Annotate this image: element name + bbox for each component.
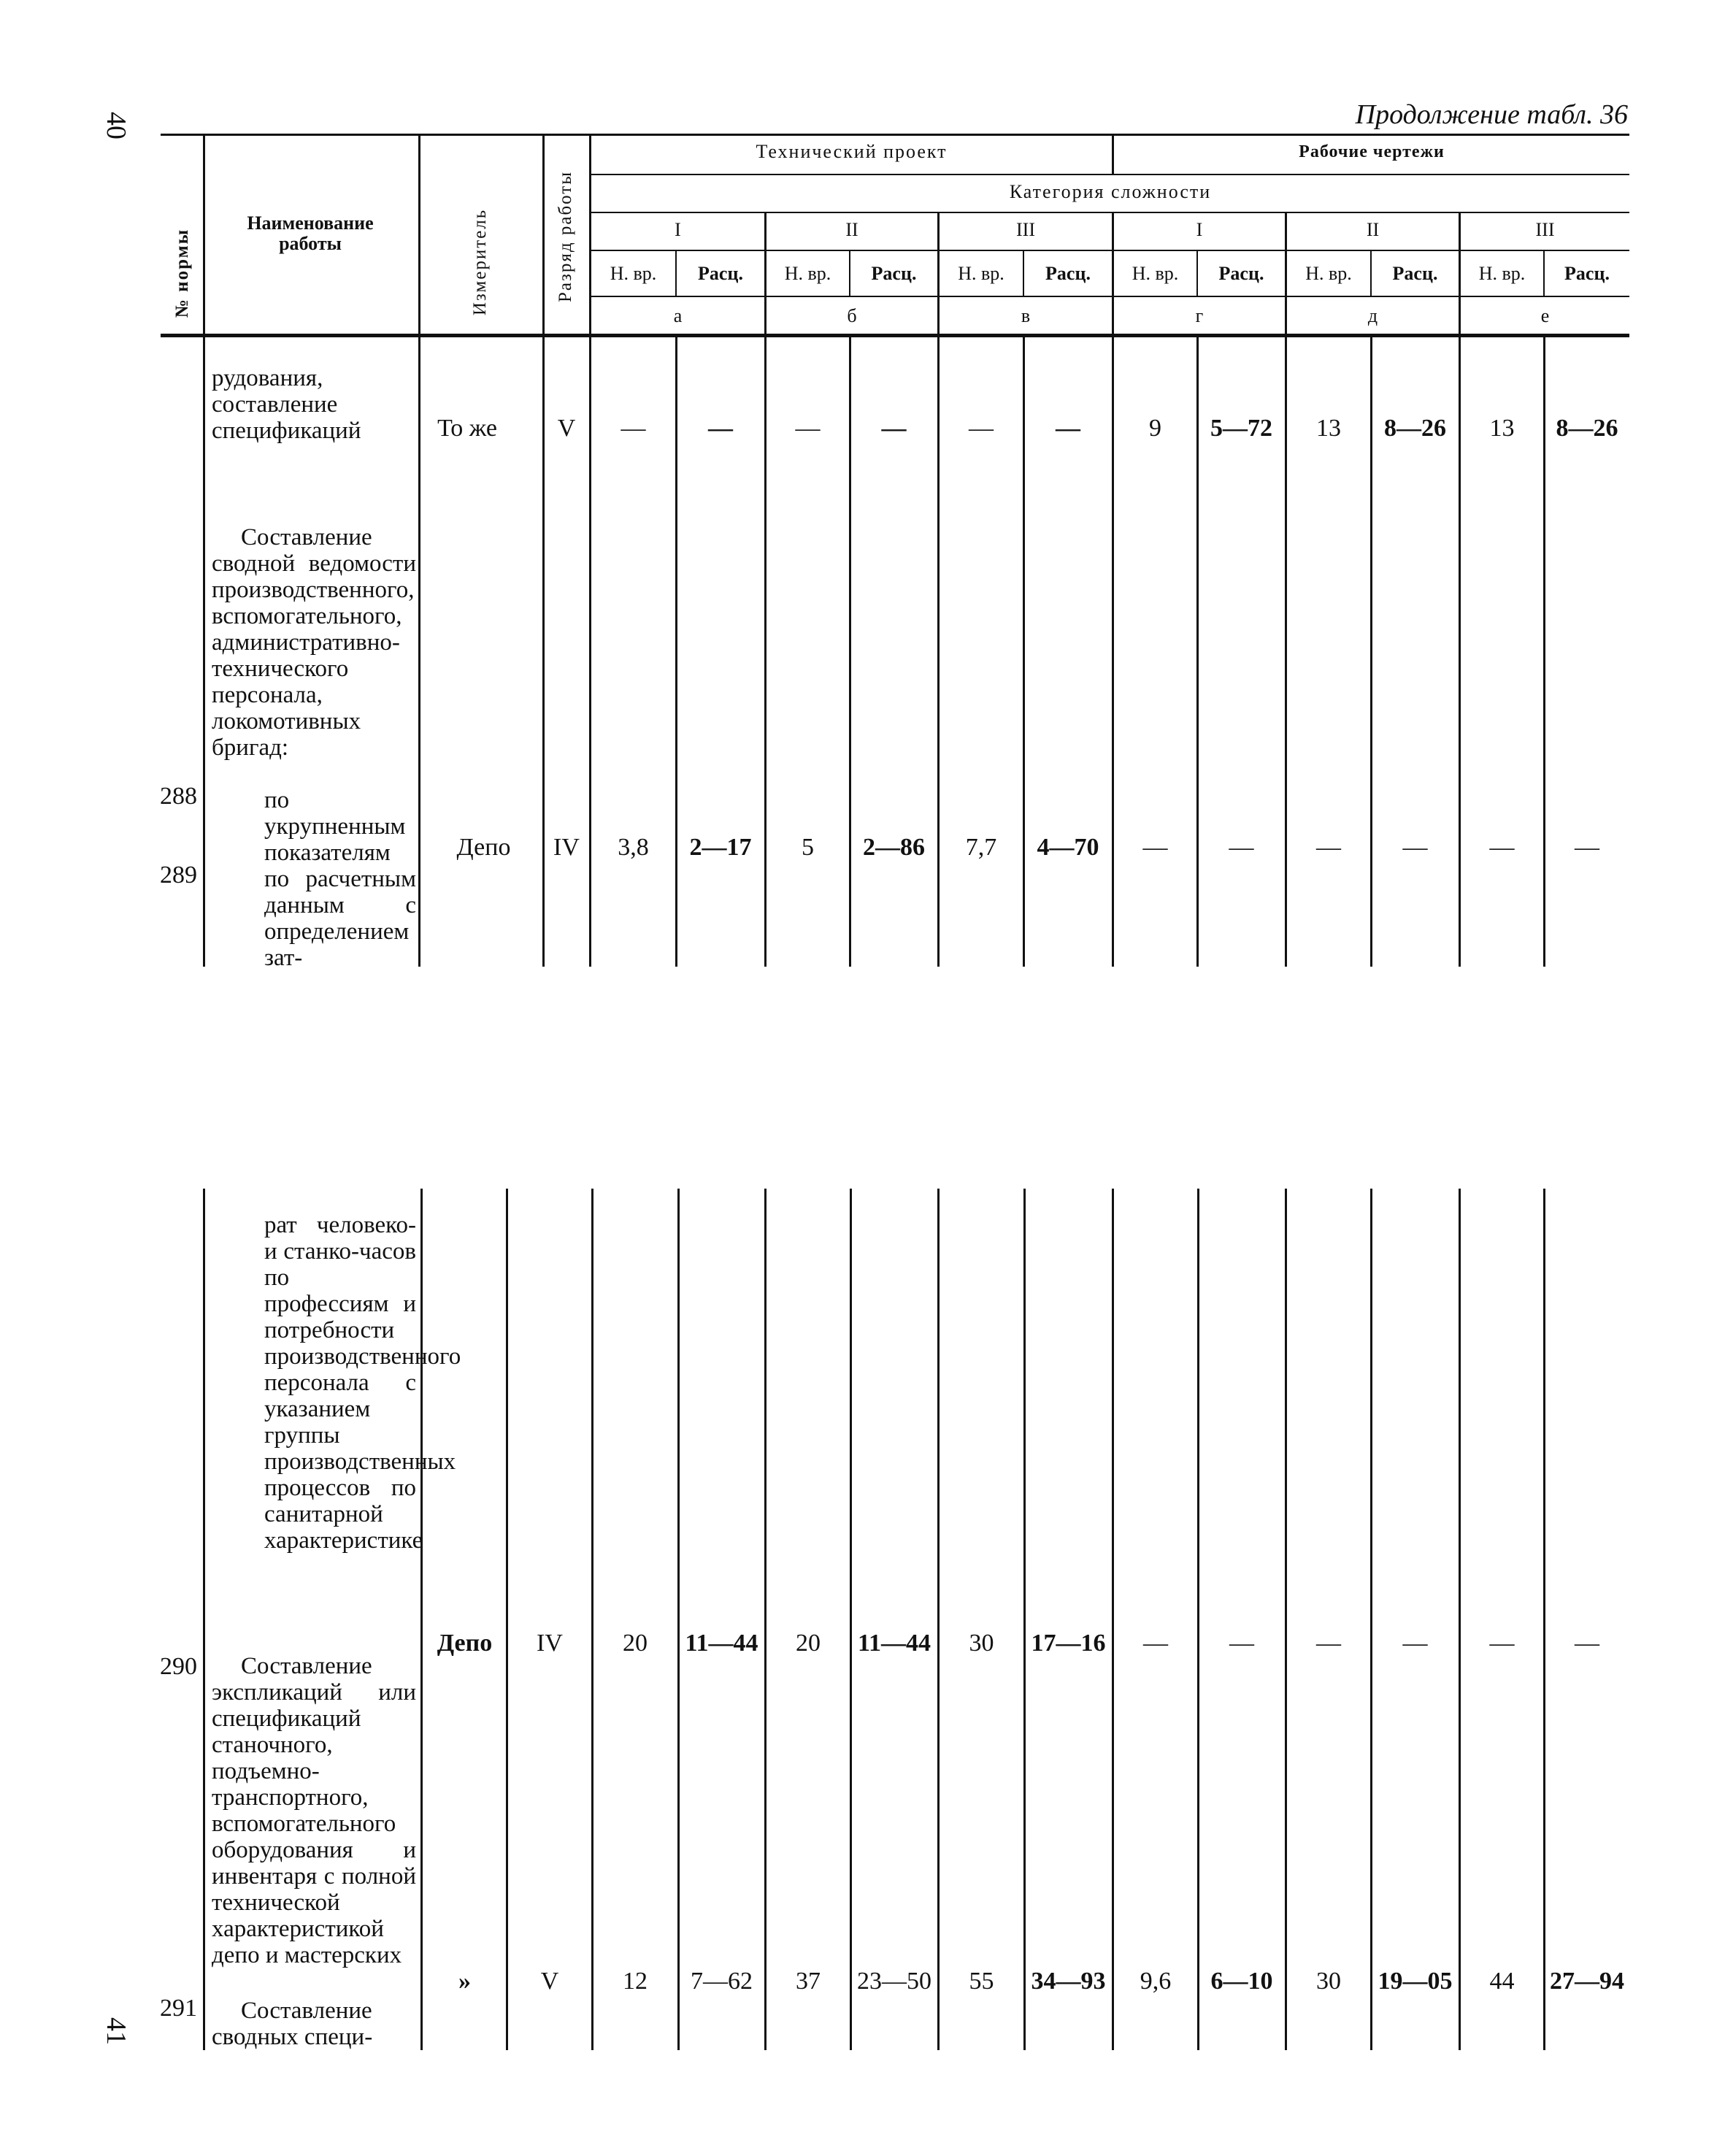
col-letter: д <box>1367 305 1378 326</box>
row1-value: 8—26 <box>1556 415 1618 442</box>
row3-grade: IV <box>537 1630 563 1657</box>
row2-number-a: 288 <box>160 783 197 810</box>
row4-value: 23—50 <box>857 1968 931 1995</box>
nvr-label: Н. вр. <box>1132 263 1179 284</box>
row3-value: — <box>1143 1630 1168 1657</box>
row4-grade: V <box>540 1968 559 1995</box>
rasc-label: Расц. <box>871 263 917 284</box>
col-letter: г <box>1195 305 1204 326</box>
row4-value: 9,6 <box>1140 1968 1172 1995</box>
row2-number-b: 289 <box>160 862 197 889</box>
row4-value: 44 <box>1489 1968 1515 1995</box>
row2-value: 5 <box>802 834 814 861</box>
row3-name: рат человеко- и станко-часов по профессиям и потребности производственного персонала с указанием группы производственных процессов по санитарной характеристике <box>264 1212 461 1554</box>
row4-value: 12 <box>623 1968 648 1995</box>
row1-value: 13 <box>1316 415 1341 442</box>
row2-value: 4—70 <box>1037 834 1099 861</box>
row2-value: — <box>1229 834 1254 861</box>
column-header-name: Наименование работы <box>247 212 374 254</box>
row1-value: — <box>1056 415 1080 442</box>
row4-value: 37 <box>796 1968 821 1995</box>
rasc-label: Расц. <box>1564 263 1610 284</box>
header-working-drawings: Рабочие чертежи <box>1299 142 1445 161</box>
row5-number: 291 <box>160 1995 197 2022</box>
nvr-label: Н. вр. <box>784 263 831 284</box>
row3-value: 20 <box>623 1630 648 1657</box>
nvr-label: Н. вр. <box>610 263 657 284</box>
row3-value: 11—44 <box>857 1630 931 1657</box>
row2-value: 2—17 <box>689 834 752 861</box>
header-tech-project: Технический проект <box>756 141 948 162</box>
nvr-label: Н. вр. <box>1478 263 1526 284</box>
page-number-bottom: 41 <box>101 2017 131 2045</box>
row2-value: 2—86 <box>863 834 925 861</box>
row2-value: 3,8 <box>618 834 649 861</box>
header-complexity: Категория сложности <box>1009 181 1212 202</box>
row4-value: 27—94 <box>1550 1968 1624 1995</box>
rasc-label: Расц. <box>1045 263 1091 284</box>
row1-value: 5—72 <box>1210 415 1272 442</box>
row4-number: 290 <box>160 1653 197 1680</box>
row2-value: 7,7 <box>965 834 997 861</box>
row3-value: — <box>1229 1630 1254 1657</box>
row1-value: — <box>621 415 646 442</box>
row1-value: — <box>795 415 821 442</box>
row4-name: Составление экспликаций или спецификаций станочного, подъемно-транспортного, вспомогательного оборудования и инвентаря с полной технической характеристикой депо и мастерских <box>212 1653 416 1968</box>
row2-value: — <box>1489 834 1515 861</box>
row3-value: — <box>1489 1630 1515 1657</box>
row3-value: — <box>1402 1630 1428 1657</box>
row3-meter: Депо <box>437 1630 493 1657</box>
col-letter: е <box>1540 305 1550 326</box>
row4-value: 30 <box>1316 1968 1341 1995</box>
cat-label: III <box>1535 219 1555 240</box>
nvr-label: Н. вр. <box>1305 263 1352 284</box>
row1-value: 9 <box>1149 415 1161 442</box>
cat-label: II <box>845 219 858 240</box>
rasc-label: Расц. <box>698 263 743 284</box>
row2-value: — <box>1402 834 1428 861</box>
row2-grade: IV <box>553 834 580 861</box>
col-letter: а <box>673 305 683 326</box>
row1-value: 8—26 <box>1384 415 1446 442</box>
row1-grade: V <box>557 415 576 442</box>
row4-value: 19—05 <box>1378 1968 1453 1995</box>
cat-label: I <box>1196 219 1203 240</box>
continuation-caption: Продолжение табл. 36 <box>1355 99 1628 130</box>
row1-meter: То же <box>437 415 497 442</box>
row1-value: — <box>881 415 907 442</box>
row4-value: 55 <box>969 1968 994 1995</box>
column-header-grade: Разряд работы <box>556 170 575 303</box>
row4-meter: » <box>458 1968 471 1995</box>
row3-value: 20 <box>796 1630 821 1657</box>
row1-value: 13 <box>1489 415 1515 442</box>
row4-value: 6—10 <box>1210 1968 1273 1995</box>
row3-value: — <box>1575 1630 1599 1657</box>
row4-value: 7—62 <box>691 1968 753 1995</box>
row1-value: — <box>708 415 733 442</box>
row2-value: — <box>1316 834 1341 861</box>
rasc-label: Расц. <box>1218 263 1264 284</box>
row2-meter: Депо <box>456 834 511 861</box>
row4-value: 34—93 <box>1031 1968 1106 1995</box>
row2-name-a: по укрупненным показателям <box>264 787 406 866</box>
row3-value: 30 <box>969 1630 994 1657</box>
row2-value: — <box>1575 834 1599 861</box>
row3-value: — <box>1316 1630 1341 1657</box>
row2-name-b: по расчетным данным с определением зат- <box>264 866 416 971</box>
row3-value: 11—44 <box>685 1630 758 1657</box>
column-header-number: № нормы <box>172 228 192 318</box>
row3-value: 17—16 <box>1031 1630 1106 1657</box>
row1-value: — <box>969 415 994 442</box>
row2-intro: Составление сводной ведомости производственного, вспомогательного, административно-технического персонала, локомотивных бригад: <box>212 524 416 761</box>
column-header-meter: Измеритель <box>470 208 490 316</box>
cat-label: I <box>675 219 681 240</box>
rasc-label: Расц. <box>1392 263 1438 284</box>
cat-label: II <box>1366 219 1380 240</box>
row1-name: рудования, составление спецификаций <box>212 365 361 444</box>
page-number-top: 40 <box>101 112 131 139</box>
nvr-label: Н. вр. <box>958 263 1004 284</box>
col-letter: б <box>847 305 857 326</box>
cat-label: III <box>1016 219 1035 240</box>
row2-value: — <box>1142 834 1168 861</box>
row5-name: Составление сводных специ- <box>212 1998 373 2050</box>
col-letter: в <box>1021 305 1031 326</box>
